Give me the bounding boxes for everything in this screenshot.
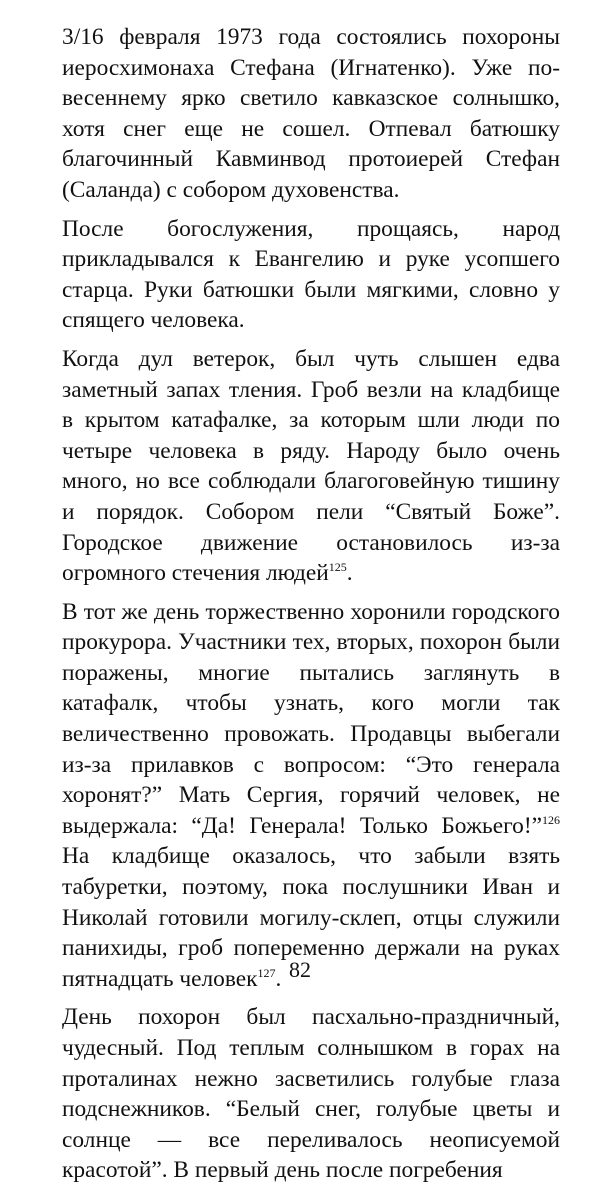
footnote-marker-127: 127: [257, 966, 276, 981]
paragraph-tail: .: [346, 560, 353, 587]
paragraph-text: Когда дул ветерок, был чуть слышен едва заметный запах тления. Гроб везли на кладбище в крытом катафалке, за которым шли люди по четыре человека в ряду. Народу было очень много, но все соблюдали благоговейную тишину и порядок. Собором пели “Святый Боже”. Городское движение остановилось из-за огромного стечения людей: [62, 345, 560, 587]
paragraph-4: [62, 597, 560, 995]
paragraph-tail-2: .: [275, 965, 282, 992]
paragraph-1: [62, 22, 560, 206]
paragraph-text: День похорон был пасхально-праздничный, чудесный. Под теплым солнышком в горах на проталинах нежно засветились голубые глаза подснежников. “Белый снег, голубые цветы и солнце — все переливалось неописуемой красотой”. В первый день после погребения: [62, 1004, 560, 1184]
paragraph-text: В тот же день торжественно хоронили городского прокурора. Участники тех, вторых, похорон были поражены, многие пытались заглянуть в катафалк, чтобы узнать, кого могли так величественно провожать. Продавцы выбегали из-за прилавков с вопросом: “Это генерала хоронят?” Мать Сергия, горячий человек, не выдержала: “Да! Генерала! Только Божьего!”: [62, 598, 560, 839]
paragraph-text: 3/16 февраля 1973 года состоялись похороны иеросхимонаха Стефана (Игнатенко). Уже по-весеннему ярко светило кавказское солнышко, хотя снег еще не сошел. Отпевал батюшку благочинный Кавминвод протоиерей Стефан (Саланда) с собором духовенства.: [62, 24, 560, 203]
footnote-marker-126: 126: [542, 813, 560, 828]
footnote-marker-125: 125: [328, 560, 347, 575]
paragraph-text: После богослужения, прощаясь, народ прикладывался к Евангелию и руке усопшего старца. Руки батюшки были мягкими, словно у спящего человека.: [62, 215, 560, 334]
page-body: [62, 22, 560, 1194]
paragraph-tail: На кладбище оказалось, что забыли взять табуретки, поэтому, пока послушники Иван и Николай готовили могилу-склеп, отцы служили панихиды, гроб попеременно держали на руках пятнадцать человек: [62, 843, 560, 992]
paragraph-2: [62, 214, 560, 336]
paragraph-3: [62, 344, 560, 589]
paragraph-5: [62, 1002, 560, 1186]
page-number: 82: [289, 957, 311, 982]
